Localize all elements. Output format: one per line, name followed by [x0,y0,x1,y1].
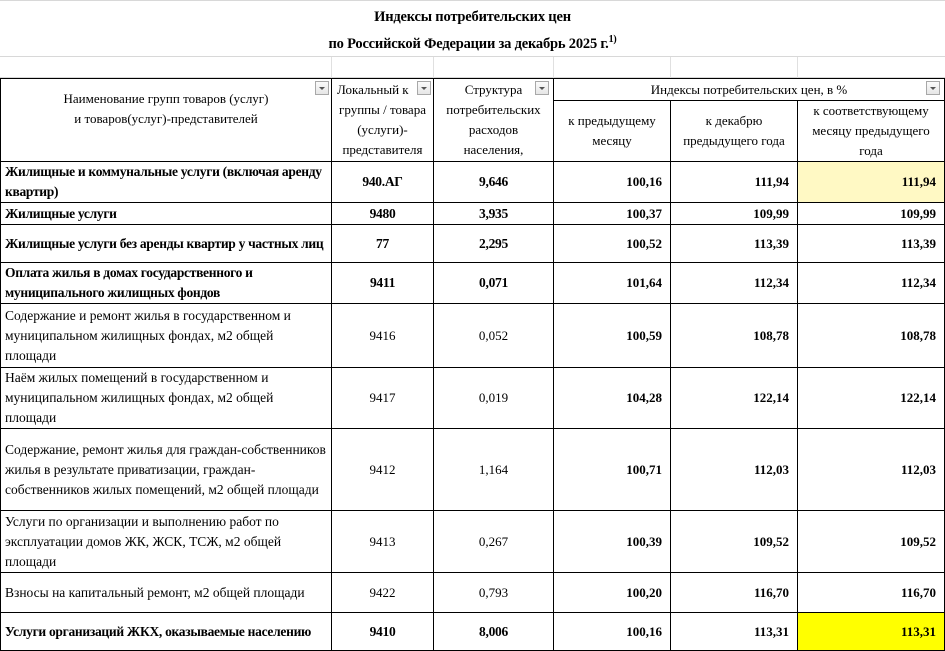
header-code [332,79,434,162]
cell-code[interactable]: 9410 [332,613,434,651]
cell-prev-month[interactable]: 100,59 [554,304,671,368]
header-line: месяцу [592,133,632,148]
table-row[interactable] [1,263,945,304]
cell-same-month[interactable]: 109,52 [798,511,945,573]
header-code-line: представителя [342,142,423,157]
table-row[interactable] [1,304,945,368]
cell-prev-month[interactable]: 101,64 [554,263,671,304]
cell-name[interactable]: Содержание и ремонт жилья в государственном и муниципальном жилищных фондах, м2 общей площади [1,304,332,368]
cell-name[interactable]: Оплата жилья в домах государственного и муниципального жилищных фондов [1,263,332,304]
cell-structure[interactable]: 0,793 [434,573,554,613]
header-indices-label: Индексы потребительских цен, в % [650,81,848,97]
cell-dec-prev[interactable]: 109,99 [671,203,798,225]
cell-name[interactable]: Жилищные услуги [1,203,332,225]
cell-code[interactable]: 9417 [332,368,434,429]
table-row[interactable] [1,368,945,429]
cell-name[interactable]: Наём жилых помещений в государственном и муниципальном жилищных фондах, м2 общей площади [1,368,332,429]
table-row[interactable] [1,225,945,263]
header-structure-line: Структура [464,82,523,97]
header-dec-prev [671,101,798,162]
sheet-title-line-2 [0,34,945,53]
grid-line [433,57,434,79]
cell-structure[interactable]: 1,164 [434,429,554,511]
cell-prev-month[interactable]: 100,52 [554,225,671,263]
cpi-table [0,78,945,651]
header-name [1,79,332,162]
sheet-title-area [0,0,945,56]
filter-dropdown-button[interactable] [417,81,431,95]
cell-name[interactable]: Услуги по организации и выполнению работ по эксплуатации домов ЖК, ЖСК, ТСЖ, м2 общей площади [1,511,332,573]
header-line: предыдущего года [683,133,785,148]
grid-line [553,57,554,79]
table-row[interactable] [1,613,945,651]
header-line: месяцу предыдущего [812,123,930,138]
cell-prev-month[interactable]: 100,20 [554,573,671,613]
cell-dec-prev[interactable]: 112,03 [671,429,798,511]
cell-structure[interactable]: 0,267 [434,511,554,573]
cell-structure[interactable]: 0,019 [434,368,554,429]
cell-prev-month[interactable]: 104,28 [554,368,671,429]
table-row[interactable] [1,162,945,203]
cell-dec-prev[interactable]: 112,34 [671,263,798,304]
table-row[interactable] [1,203,945,225]
cell-dec-prev[interactable]: 109,52 [671,511,798,573]
grid-line [797,57,798,79]
cell-structure[interactable]: 0,071 [434,263,554,304]
cell-structure[interactable]: 9,646 [434,162,554,203]
header-structure [434,79,554,162]
cell-structure[interactable]: 8,006 [434,613,554,651]
cell-prev-month[interactable]: 100,39 [554,511,671,573]
cell-structure[interactable]: 3,935 [434,203,554,225]
cell-code[interactable]: 9412 [332,429,434,511]
cell-name[interactable]: Содержание, ремонт жилья для граждан-собственников жилья в результате приватизации, граждан-собственников жилых помещений, м2 общей площади [1,429,332,511]
header-line: к предыдущему [568,113,656,128]
header-prev-month [554,101,671,162]
cell-code[interactable]: 9413 [332,511,434,573]
header-line: к декабрю [705,113,763,128]
table-row[interactable] [1,511,945,573]
header-structure-line: расходов [468,122,519,137]
header-structure-line: потребительских [446,102,541,117]
cell-code[interactable]: 940.АГ [332,162,434,203]
cell-name[interactable]: Жилищные услуги без аренды квартир у частных лиц [1,225,332,263]
header-code-line: Локальный к [337,82,409,97]
cell-structure[interactable]: 0,052 [434,304,554,368]
cell-prev-month[interactable]: 100,16 [554,613,671,651]
cell-dec-prev[interactable]: 111,94 [671,162,798,203]
cell-code[interactable]: 9411 [332,263,434,304]
empty-spreadsheet-row [0,56,945,78]
cell-dec-prev[interactable]: 108,78 [671,304,798,368]
table-row[interactable] [1,573,945,613]
cell-same-month[interactable]: 116,70 [798,573,945,613]
grid-line [670,57,671,79]
sheet-title-line-1: Индексы потребительских цен [374,9,571,25]
cell-same-month[interactable]: 111,94 [798,162,945,203]
cell-same-month[interactable]: 113,31 [798,613,945,651]
table-row[interactable] [1,429,945,511]
header-name-line: Наименование групп товаров (услуг) [63,91,269,106]
header-structure-line: населения, [463,142,524,157]
header-line: к соответствующему [813,103,929,118]
cell-structure[interactable]: 2,295 [434,225,554,263]
cell-same-month[interactable]: 122,14 [798,368,945,429]
cell-prev-month[interactable]: 100,71 [554,429,671,511]
cell-same-month[interactable]: 112,03 [798,429,945,511]
cell-dec-prev[interactable]: 113,31 [671,613,798,651]
filter-dropdown-button[interactable] [926,81,940,95]
footnote-marker: 1) [608,34,617,45]
header-code-line: группы / товара [339,102,426,117]
header-indices-group [554,79,945,101]
cell-code[interactable]: 9416 [332,304,434,368]
filter-dropdown-button[interactable] [315,81,329,95]
cell-same-month[interactable]: 108,78 [798,304,945,368]
cell-prev-month[interactable]: 100,37 [554,203,671,225]
header-code-line: (услуги)- [357,122,408,137]
header-name-line: и товаров(услуг)-представителей [74,111,258,126]
cell-name[interactable]: Услуги организаций ЖКХ, оказываемые населению [1,613,332,651]
grid-line [331,57,332,79]
cell-dec-prev[interactable]: 116,70 [671,573,798,613]
cell-name[interactable]: Жилищные и коммунальные услуги (включая аренду квартир) [1,162,332,203]
sheet-title-text: по Российской Федерации за декабрь 2025 г. [328,35,609,52]
cell-dec-prev[interactable]: 122,14 [671,368,798,429]
cell-same-month[interactable]: 113,39 [798,225,945,263]
header-same-month [798,101,945,162]
header-line: года [859,143,883,158]
cell-code[interactable]: 9480 [332,203,434,225]
cell-prev-month[interactable]: 100,16 [554,162,671,203]
filter-dropdown-button[interactable] [535,81,549,95]
cell-same-month[interactable]: 112,34 [798,263,945,304]
cell-same-month[interactable]: 109,99 [798,203,945,225]
cell-dec-prev[interactable]: 113,39 [671,225,798,263]
cell-code[interactable]: 9422 [332,573,434,613]
cell-name[interactable]: Взносы на капитальный ремонт, м2 общей площади [1,573,332,613]
cell-code[interactable]: 77 [332,225,434,263]
